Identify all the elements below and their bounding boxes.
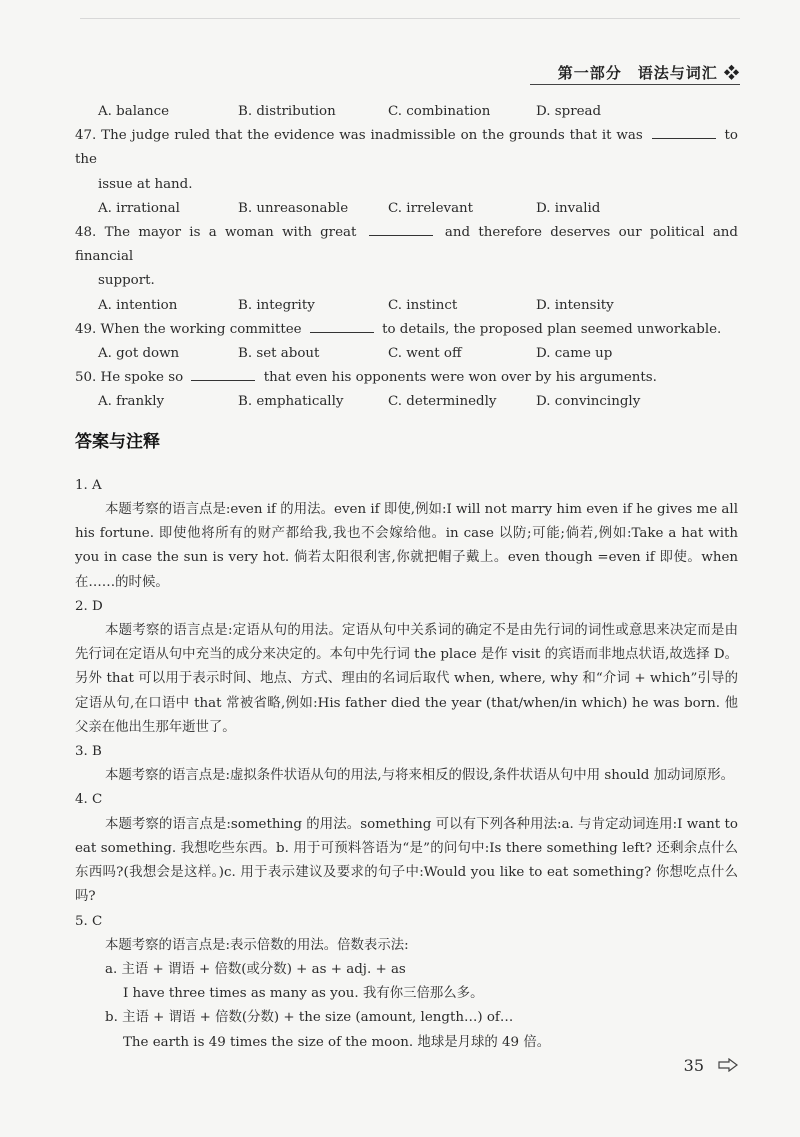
question-text: 48. The mayor is a woman with great [75, 225, 357, 241]
option-d: D. spread [536, 104, 602, 119]
question-50 [75, 366, 738, 390]
right-arrow-icon [718, 1058, 738, 1072]
option-a: A. frankly [98, 394, 165, 410]
answer-label: 5. C [75, 913, 103, 929]
answer-explanation: 本题考察的语言点是:something 的用法。something 可以有下列各种用法:a. 与肯定动词连用:I want to eat something. 我想吃些东西。b. 用于可预料答语为“是”的问句中:Is there something left? 还剩余点什么东西吗?(我想会是这样。)c. 用于表示建议及要求的句子中:Would you like to eat something? 你想吃点什么吗? [75, 816, 738, 905]
option-c: C. went off [388, 346, 462, 362]
answer-5 [75, 910, 738, 1055]
q48-options [75, 294, 738, 318]
example-b: The earth is 49 times the size of the moon. 地球是月球的 49 倍。 [123, 1034, 551, 1050]
question-text: 50. He spoke so [75, 370, 184, 386]
answer-blank [310, 320, 374, 333]
rule-b: b. 主语 + 谓语 + 倍数(分数) + the size (amount, length…) of… [105, 1010, 514, 1026]
option-a: A. irrational [98, 200, 180, 216]
page-number: 35 [683, 1056, 704, 1075]
option-b: B. emphatically [238, 394, 344, 410]
option-b: B. set about [238, 346, 320, 362]
page-content [75, 100, 738, 1055]
option-a: A. balance [98, 104, 170, 119]
question-text: and therefore deserves our political and financial [75, 225, 738, 265]
section-title: 答案与注释 [75, 431, 160, 452]
option-b: B. unreasonable [238, 200, 349, 216]
question-47 [75, 124, 738, 172]
option-b: B. distribution [238, 104, 336, 119]
question-text: to the [75, 128, 738, 168]
question-text: to details, the proposed plan seemed unworkable. [382, 321, 722, 337]
option-a: A. intention [98, 297, 178, 313]
question-text: 47. The judge ruled that the evidence was inadmissible on the grounds that it was [75, 128, 643, 144]
option-d: D. came up [536, 346, 613, 362]
answer-3 [75, 740, 738, 788]
answer-blank [652, 126, 716, 139]
question-48-cont: support. [98, 273, 155, 289]
answer-label: 1. A [75, 477, 102, 493]
answer-label: 3. B [75, 744, 102, 760]
answer-explanation: 本题考察的语言点是:even if 的用法。even if 即使,例如:I will not marry him even if he gives me all his fortune. 即使他将所有的财产都给我,我也不会嫁给他。in case 以防;可能;倘若,例如:Take a hat with you in case the sun is very hot. 倘若太阳很利害,你就把帽子戴上。even though =even if 即使。when 在……的时候。 [75, 502, 738, 590]
answer-explanation: 本题考察的语言点是:定语从句的用法。定语从句中关系词的确定不是由先行词的词性或意思来决定而是由先行词在定语从句中充当的成分来决定的。本句中先行词 the place 是作 visit 的宾语而非地点状语,故选择 D。另外 that 可以用于表示时间、地点、方式、理由的名词后取代 when, where, why 和“介词 + which”引导的定语从句,在口语中 that 常被省略,例如:His father died the year (that/when/in which) he was born. 他父亲在他出生那年逝世了。 [75, 623, 738, 735]
option-a: A. got down [98, 346, 180, 362]
q46-options [75, 100, 738, 124]
top-rule [80, 18, 740, 19]
option-c: C. irrelevant [388, 200, 474, 216]
question-49 [75, 318, 738, 342]
answer-explanation: 本题考察的语言点是:虚拟条件状语从句的用法,与将来相反的假设,条件状语从句中用 should 加动词原形。 [105, 768, 734, 784]
option-c: C. determinedly [388, 394, 497, 410]
answer-explanation: 本题考察的语言点是:表示倍数的用法。倍数表示法: [105, 937, 409, 953]
running-header: 第一部分 语法与词汇 ❖ [557, 64, 740, 82]
question-text: that even his opponents were won over by his arguments. [263, 370, 657, 386]
option-c: C. instinct [388, 297, 458, 313]
answer-label: 2. D [75, 598, 103, 614]
option-c: C. combination [388, 104, 491, 119]
option-b: B. integrity [238, 297, 315, 313]
q50-options [75, 390, 738, 414]
option-d: D. invalid [536, 200, 601, 216]
answer-4 [75, 788, 738, 909]
header-rule [530, 84, 740, 85]
question-47-cont: issue at hand. [98, 176, 193, 192]
answer-blank [191, 368, 255, 381]
answer-1 [75, 474, 738, 595]
q47-options [75, 197, 738, 221]
q49-options [75, 342, 738, 366]
answer-label: 4. C [75, 792, 103, 808]
example-a: I have three times as many as you. 我有你三倍那么多。 [123, 986, 484, 1002]
option-d: D. intensity [536, 297, 614, 313]
answer-2 [75, 595, 738, 740]
option-d: D. convincingly [536, 394, 641, 410]
answer-blank [369, 223, 433, 236]
question-text: 49. When the working committee [75, 321, 302, 337]
rule-a: a. 主语 + 谓语 + 倍数(或分数) + as + adj. + as [105, 961, 406, 977]
question-48 [75, 221, 738, 269]
